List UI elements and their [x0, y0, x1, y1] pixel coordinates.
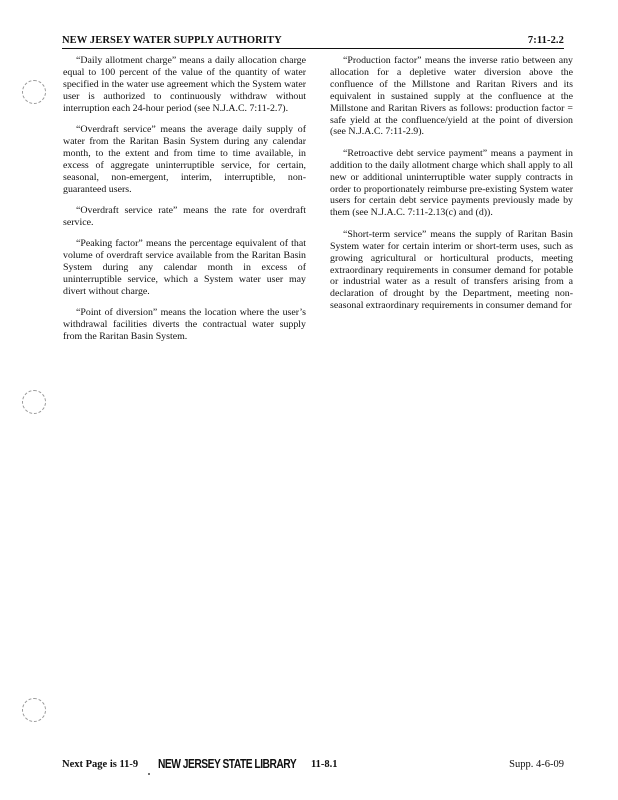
supplement-date: Supp. 4-6-09	[509, 759, 564, 770]
definition-paragraph: “Daily allotment charge” means a daily allocation charge equal to 100 percent of the value of the quantity of water specified in the water use agreement which the System water user is authorized to continuously withdraw without interruption each 24-hour period (see N.J.A.C. 7:11-2.7).	[63, 55, 306, 114]
header-title: NEW JERSEY WATER SUPPLY AUTHORITY	[62, 35, 282, 46]
left-text-column	[63, 55, 306, 353]
next-page-note: Next Page is 11-9	[62, 759, 139, 770]
definition-paragraph: “Short-term service” means the supply of Raritan Basin System water for certain interim or short-term uses, such as growing agricultural or horticultural products, meeting extraordinary requirements in consumer demand for potable or industrial water as a result of transfers arising from a declaration of drought by the Department, meeting non-seasonal extraordinary requirements in consumer demand for	[330, 228, 573, 312]
header-section-number: 7:11-2.2	[527, 35, 564, 46]
definition-paragraph: “Production factor” means the inverse ratio between any allocation for a depletive water diversion above the confluence of the Millstone and Raritan Rivers and its equivalent in sustained supply at the confluence at the Millstone and Raritan Rivers as follows: production factor = safe yield at the confluence/yield at the point of diversion (see N.J.A.C. 7:11-2.9).	[330, 55, 573, 138]
punch-hole-mark	[22, 390, 46, 414]
punch-hole-mark	[22, 80, 46, 104]
definition-paragraph: “Peaking factor” means the percentage equivalent of that volume of overdraft service available from the Raritan Basin System during any calendar month in excess of uninterruptible service, which a System water user may divert without charge.	[63, 238, 306, 297]
right-text-column	[330, 55, 573, 322]
definition-paragraph: “Overdraft service rate” means the rate for overdraft service.	[63, 204, 306, 228]
definition-paragraph: “Retroactive debt service payment” means a payment in addition to the daily allotment charge which shall apply to all new or additional uninterruptible water supply contracts in order to proportionately reimburse pre-existing System water users for certain debt service payments previously made by them (see N.J.A.C. 7:11-2.13(c) and (d)).	[330, 147, 573, 219]
header-rule	[62, 48, 564, 49]
scan-speck	[148, 773, 150, 775]
page-number: 11-8.1	[311, 759, 338, 770]
punch-hole-mark	[22, 698, 46, 722]
definition-paragraph: “Point of diversion” means the location where the user’s withdrawal facilities diverts the contractual water supply from the Raritan Basin System.	[63, 307, 306, 343]
definition-paragraph: “Overdraft service” means the average daily supply of water from the Raritan Basin System during any calendar month, to the extent and from time to time available, in excess of aggregate uninterruptible service, for certain, seasonal, non-emergent, interim, interruptible, non-guaranteed users.	[63, 124, 306, 195]
library-stamp: NEW JERSEY STATE LIBRARY	[158, 757, 297, 771]
page-footer	[62, 757, 564, 777]
